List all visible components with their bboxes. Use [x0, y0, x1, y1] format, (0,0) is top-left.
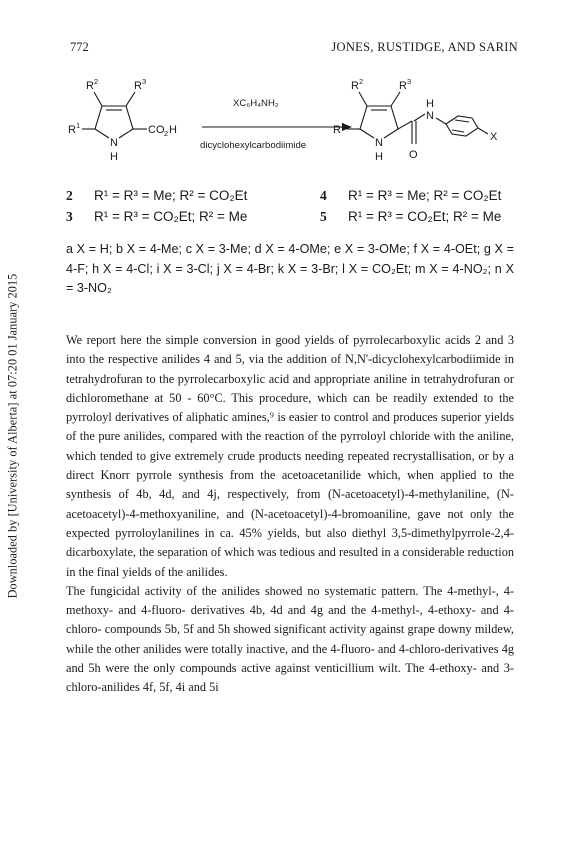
reactant-r2-superscript: 2 [94, 77, 99, 86]
reactant-r1-superscript: 1 [76, 121, 81, 130]
compound-definition-4 [320, 188, 501, 204]
reagent-aniline-label: XC₆H₄NH₂ [233, 98, 279, 109]
page-number: 772 [70, 40, 89, 54]
product-r2-superscript: 2 [359, 77, 364, 86]
reactant-nh-hydrogen-label: H [110, 151, 118, 163]
compound-number: 2 [66, 188, 73, 203]
download-note-text: Downloaded by [University of Alberta] at 07:20 01 January 2015 [5, 273, 20, 599]
product-ring-nitrogen-label: N [375, 137, 383, 149]
product-r1-label: R [333, 124, 341, 136]
reactant-r1-label: R [68, 124, 76, 136]
reaction-scheme-drawing [60, 74, 530, 174]
product-amide-nitrogen-label: N [426, 110, 434, 122]
paragraph: The fungicidal activity of the anilides showed no systematic pattern. The 4-methyl-, 4-methoxy- and 4-fluoro- derivatives 4b, 4d and 4g and the 4-methyl-, 4-ethoxy- and 4-chloro- compounds 5b, 5f and 5h showed significant activity against grape downy mildew, while the other anilides were totally inactive, and the 4-fluoro- and 4-chloro-derivatives 4g and 5h were the only compounds active against venticillium wilt. The 4-ethoxy- and 3-chloro-anilides 4f, 5f, 4i and 5i [66, 583, 514, 695]
product-r1-superscript: 1 [341, 121, 346, 130]
product-amide-h-label: H [426, 98, 434, 110]
product-r3-superscript: 3 [407, 77, 412, 86]
compound-substituents: R¹ = R³ = Me; R² = CO₂Et [348, 188, 502, 203]
paragraph: We report here the simple conversion in good yields of pyrrolecarboxylic acids 2 and 3 into the respective anilides 4 and 5, via the addition of N,N'-dicyclohexylcarbodiimide in tetrahydrofuran to the pyrrolecarboxylic acid and appropriate aniline in tetrahydrofuran or dichloromethane at 50 - 60°C. This procedure, which can be readily extended to the pyrroloyl derivatives of aliphatic amines,⁹ is easier to control and produces superior yields of the pure anilides, compared with the reaction of the pyrroloyl chloride with the aniline, which tended to give extremely crude products needing repeated recrystallisation, or by a direct Knorr pyrrole synthesis from the acetoacetanilide which, when applied to the synthesis of 4b, 4d, and 4j, respectively, from (N-acetoacetyl)-4-methylaniline, (N-acetoacetyl)-4-methoxyaniline, and (N-acetoacetyl)-4-bromoaniline, gave not only the expected pyrroloylanilines in ca. 45% yields, but also diethyl 3,5-dimethylpyrrole-2,4-dicarboxylate, the separation of which was tedious and resulted in a considerable reduction in the final yields of the anilides. [66, 333, 514, 579]
reactant-acid-co-label: CO [148, 124, 165, 136]
reactant-r3-label: R [134, 80, 142, 92]
product-carbonyl-oxygen-label: O [409, 149, 418, 161]
reagent-dcc-label: dicyclohexylcarbodiimide [200, 140, 307, 151]
compound-definition-3 [66, 209, 247, 225]
compound-substituents: R¹ = R³ = Me; R² = CO₂Et [94, 188, 248, 203]
product-ring-nh-hydrogen-label: H [375, 151, 383, 163]
reactant-acid-subscript: 2 [164, 129, 169, 138]
reactant-acid-h-label: H [169, 124, 177, 136]
download-watermark [6, 250, 20, 622]
product-r2-label: R [351, 80, 359, 92]
reaction-scheme [60, 74, 530, 174]
compound-number: 3 [66, 209, 73, 224]
body-text [66, 331, 514, 698]
running-authors: JONES, RUSTIDGE, AND SARIN [331, 40, 518, 54]
compound-definition-2 [66, 188, 247, 204]
product-x-substituent-label: X [490, 131, 498, 143]
reactant-r3-superscript: 3 [142, 77, 147, 86]
compound-definition-5 [320, 209, 501, 225]
compound-number: 4 [320, 188, 327, 203]
compound-substituents: R¹ = R³ = CO₂Et; R² = Me [348, 209, 502, 224]
reactant-nitrogen-label: N [110, 137, 118, 149]
running-header [70, 40, 518, 56]
substituent-key: a X = H; b X = 4-Me; c X = 3-Me; d X = 4-OMe; e X = 3-OMe; f X = 4-OEt; g X = 4-F; h X = 4-Cl; i X = 3-Cl; j X = 4-Br; k X = 3-Br; l X = CO₂Et; m X = 4-NO₂; n X = 3-NO₂ [66, 242, 514, 295]
reactant-r2-label: R [86, 80, 94, 92]
compound-substituents: R¹ = R³ = CO₂Et; R² = Me [94, 209, 248, 224]
product-r3-label: R [399, 80, 407, 92]
compound-number: 5 [320, 209, 327, 224]
